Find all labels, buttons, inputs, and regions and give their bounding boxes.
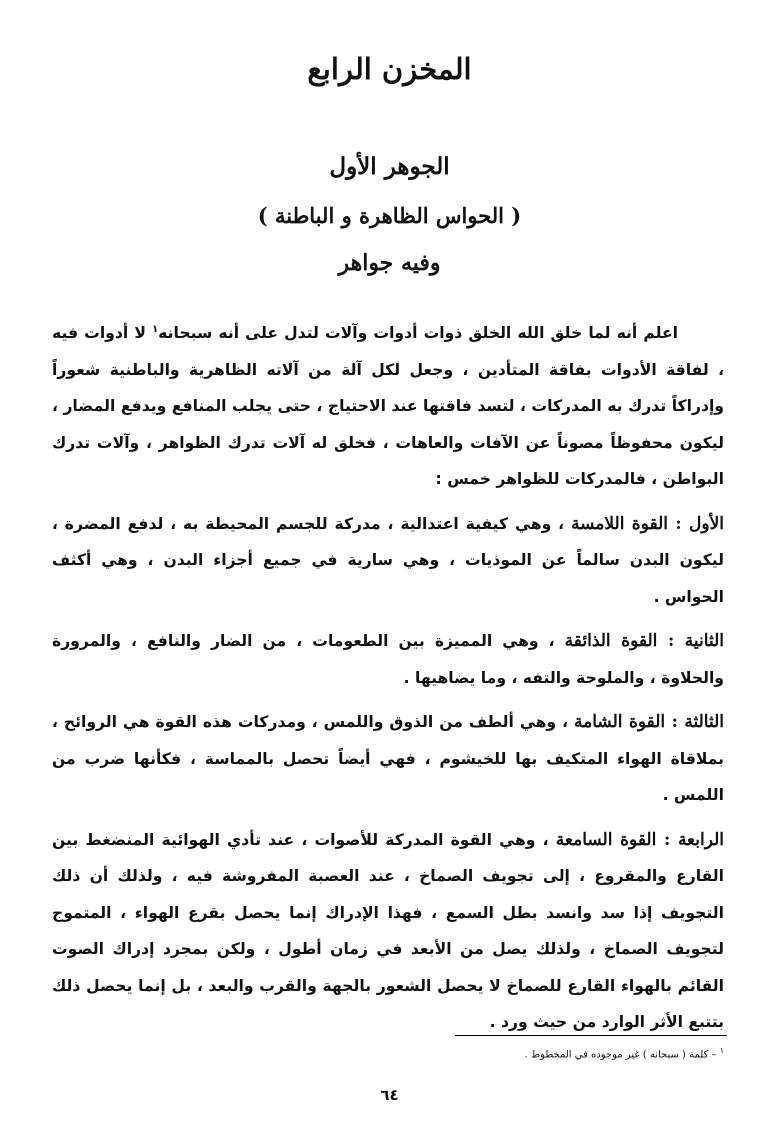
paragraph-text: ، وهي المميزة بين الطعومات ، من الضار والنافع ، والمرورة والحلاوة ، والملوحة والتفه ، وما يضاهيها .: [52, 632, 724, 687]
section-subtitle: ( الحواس الظاهرة و الباطنة ): [257, 203, 522, 228]
paragraph-hearing: [52, 822, 724, 1041]
footnote-text: – كلمة ( سبحانه ) غير موجوده في المخطوط .: [524, 1049, 717, 1061]
paragraph-touch: [52, 506, 724, 616]
section-title: الجوهر الأول: [329, 153, 450, 180]
footnote: [525, 1046, 724, 1060]
section-note: وفيه جواهر: [338, 250, 441, 276]
intro-text-start: اعلم أنه لما خلق الله الخلق ذوات أدوات وآلات لتدل على أنه سبحانه: [158, 324, 678, 343]
paragraph-heading: الثانية : القوة الذائقة: [564, 631, 724, 652]
paragraph-text: ، وهي كيفية اعتدالية ، مدركة للجسم المحيطة به ، لدفع المضرة ، ليكون البدن سالماً عن الموذيات ، وهي سارية في جميع أجزاء البدن ، وهي أكثف الحواس .: [52, 514, 724, 606]
intro-paragraph: [52, 312, 724, 498]
footnote-reference: ١: [152, 324, 159, 335]
paragraph-text: ، وهي ألطف من الذوق واللمس ، ومدركات هذه القوة هي الروائح ، بملاقاة الهواء المتكيف بها للخيشوم ، فهي أيضاً تحصل بالمماسة ، فكأنها ضرب من اللمس .: [52, 713, 724, 805]
paragraph-smell: [52, 704, 724, 814]
body-text: [52, 312, 724, 1041]
paragraph-heading: الرابعة : القوة السامعة: [555, 829, 724, 850]
paragraph-taste: [52, 623, 724, 696]
paragraph-heading: الأول : القوة اللامسة: [570, 513, 724, 534]
footnote-number: ١: [719, 1046, 724, 1055]
chapter-title: المخزن الرابع: [307, 52, 472, 86]
paragraph-heading: الثالثة : القوة الشامة: [574, 712, 724, 733]
footnote-divider: [455, 1035, 727, 1036]
intro-text-end: لا أدوات فيه ، لفاقة الأدوات بفاقة المتأدين ، وجعل لكل آلة من آلاته الظاهرية والباطنية شعوراً وإدراكاً تدرك به المدركات ، لتسد فاقتها عند الاحتياج ، حتى يجلب المنافع ويدفع المضار ، ليكون محفوظاً مصوناً عن الآفات والعاهات ، فخلق له آلات تدرك الظواهر ، وآلات تدرك البواطن ، فالمدركات للظواهر خمس :: [52, 324, 724, 489]
page-number: ٦٤: [380, 1086, 399, 1104]
paragraph-text: ، وهي القوة المدركة للأصوات ، عند تأدي الهوائية المنضغط بين القارع والمقروع ، إلى تجويف الصماخ ، عند العصبة المفروشة فيه ، ولذلك أن ذلك التجويف إذا سد وانسد بطل السمع ، فهذا الإدراك إنما يحصل بقرع الهواء ، المتموج لتجويف الصماخ ، ولذلك يصل من الأبعد في زمان أطول ، ولكن بمجرد إدراك الصوت القائم بالهواء القارع للصماخ لا يحصل الشعور بالجهة والقرب والبعد ، بل إنما يحصل ذلك بتتبع الأثر الوارد من حيث ورد .: [52, 830, 724, 1032]
